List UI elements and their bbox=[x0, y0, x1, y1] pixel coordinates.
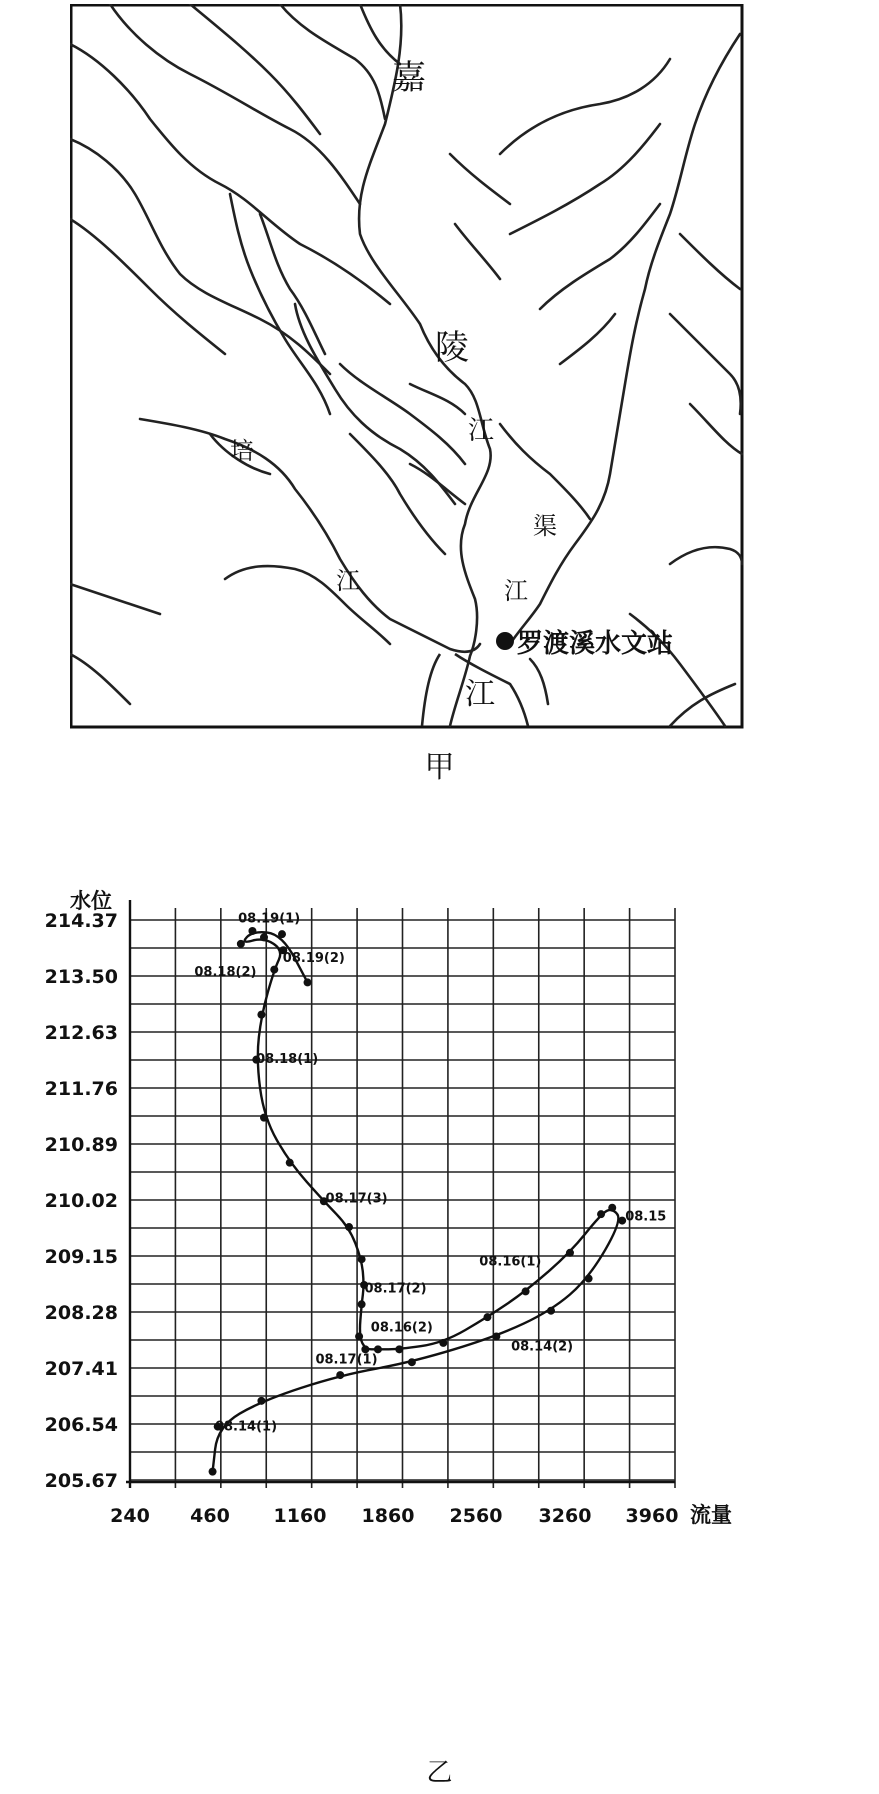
data-point bbox=[209, 1468, 217, 1476]
data-point bbox=[237, 940, 245, 948]
data-point bbox=[336, 1371, 344, 1379]
x-tick-label: 1860 bbox=[361, 1505, 415, 1527]
point-annotation: 08.19(1) bbox=[238, 911, 301, 927]
data-point bbox=[355, 1332, 363, 1340]
data-point bbox=[286, 1159, 294, 1167]
data-point bbox=[278, 930, 286, 938]
x-tick-label: 1160 bbox=[273, 1505, 327, 1527]
river-basin-map bbox=[70, 4, 833, 826]
chart-svg bbox=[0, 880, 879, 1790]
point-annotation: 08.17(3) bbox=[325, 1191, 388, 1207]
y-tick-label: 206.54 bbox=[44, 1414, 118, 1436]
y-tick-label: 207.41 bbox=[44, 1358, 118, 1380]
x-tick-label: 3960 bbox=[625, 1505, 679, 1527]
caption-yi: 乙 bbox=[426, 1758, 453, 1788]
point-annotation: 08.16(1) bbox=[479, 1254, 542, 1270]
point-annotation: 08.14(2) bbox=[511, 1339, 574, 1355]
data-point bbox=[566, 1249, 574, 1257]
y-tick-label: 212.63 bbox=[44, 1022, 118, 1044]
data-point bbox=[483, 1313, 491, 1321]
y-tick-label: 214.37 bbox=[44, 910, 118, 932]
point-annotation: 08.17(2) bbox=[364, 1281, 427, 1297]
y-tick-label: 209.15 bbox=[44, 1246, 118, 1268]
label-pei-jiang: 江 bbox=[336, 567, 360, 595]
y-tick-label: 211.76 bbox=[44, 1078, 118, 1100]
data-point bbox=[304, 978, 312, 986]
loop-curve bbox=[213, 932, 619, 1471]
data-point bbox=[608, 1204, 616, 1212]
chart-grid bbox=[130, 908, 675, 1488]
label-yangtze-jiang: 江 bbox=[465, 677, 495, 712]
y-tick-label: 210.89 bbox=[44, 1134, 118, 1156]
data-point bbox=[257, 1397, 265, 1405]
station-marker bbox=[496, 632, 514, 650]
data-point bbox=[492, 1332, 500, 1340]
data-point bbox=[522, 1287, 530, 1295]
label-jialing-jiang: 江 bbox=[468, 416, 495, 446]
point-annotation: 08.18(1) bbox=[256, 1051, 319, 1067]
chart-points bbox=[209, 927, 627, 1476]
data-point bbox=[257, 1011, 265, 1019]
y-axis-title: 水位 bbox=[70, 889, 112, 913]
data-point bbox=[358, 1255, 366, 1263]
data-point bbox=[345, 1223, 353, 1231]
label-pei: 培 bbox=[230, 437, 254, 465]
data-point bbox=[358, 1300, 366, 1308]
data-point bbox=[585, 1275, 593, 1283]
data-point bbox=[547, 1307, 555, 1315]
label-ling: 陵 bbox=[435, 328, 469, 368]
label-qu-jiang: 江 bbox=[504, 577, 528, 605]
x-tick-label: 240 bbox=[110, 1505, 150, 1527]
data-point bbox=[408, 1358, 416, 1366]
x-axis-title: 流量 bbox=[690, 1503, 732, 1527]
label-station: 罗渡溪水文站 bbox=[517, 629, 674, 659]
label-qu: 渠 bbox=[533, 512, 557, 540]
data-point bbox=[248, 927, 256, 935]
x-tick-label: 2560 bbox=[449, 1505, 503, 1527]
point-annotation: 08.15 bbox=[625, 1209, 667, 1225]
stage-discharge-chart bbox=[0, 880, 879, 1790]
y-tick-label: 208.28 bbox=[44, 1302, 118, 1324]
data-point bbox=[395, 1345, 403, 1353]
point-annotation: 08.17(1) bbox=[315, 1352, 378, 1368]
point-annotation: 08.18(2) bbox=[194, 965, 257, 980]
data-point bbox=[270, 966, 278, 974]
x-tick-label: 3260 bbox=[538, 1505, 592, 1527]
y-tick-label: 213.50 bbox=[44, 966, 118, 988]
y-tick-label: 210.02 bbox=[44, 1190, 118, 1212]
point-annotation: 08.16(2) bbox=[370, 1320, 433, 1336]
data-point bbox=[439, 1339, 447, 1347]
label-jia: 嘉 bbox=[392, 58, 426, 98]
point-annotation: 08.14(1) bbox=[214, 1419, 278, 1435]
map-svg bbox=[70, 4, 833, 826]
map-frame bbox=[71, 5, 742, 727]
data-point bbox=[260, 1114, 268, 1122]
y-tick-label: 205.67 bbox=[44, 1470, 118, 1492]
caption-jia: 甲 bbox=[424, 750, 455, 785]
data-point bbox=[260, 933, 268, 941]
point-annotation: 08.19(2) bbox=[282, 950, 345, 966]
data-point bbox=[597, 1210, 605, 1218]
x-tick-label: 460 bbox=[190, 1505, 230, 1527]
